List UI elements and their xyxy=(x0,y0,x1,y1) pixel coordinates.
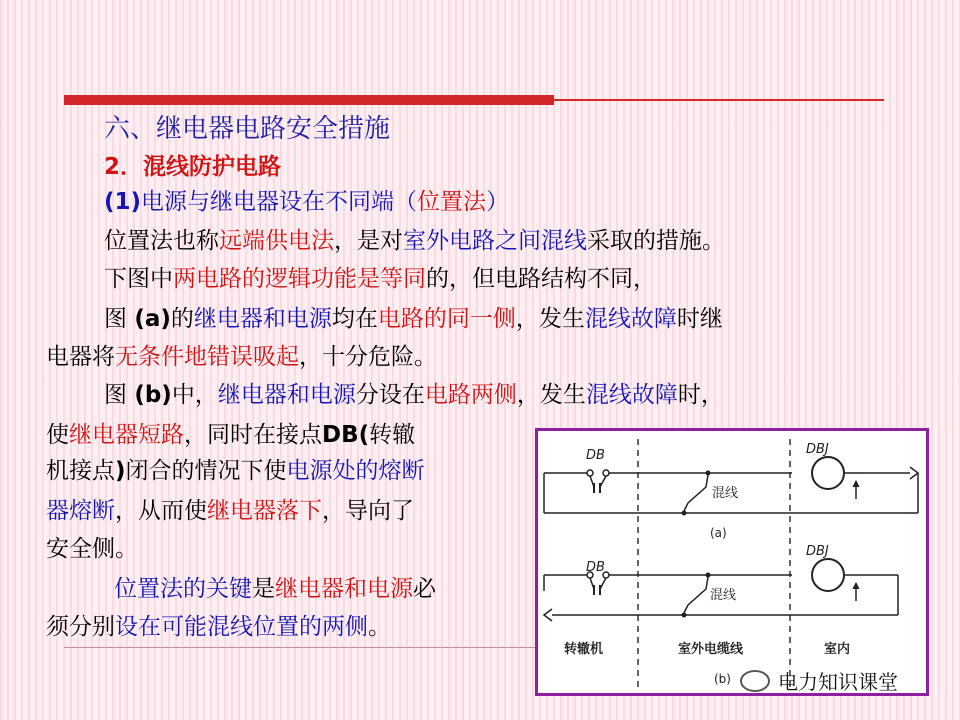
text-run: ，同时在接点 xyxy=(184,422,322,448)
heading-blue: 电源与继电器设在不同端（ xyxy=(141,189,418,215)
text-run: 图 xyxy=(104,306,135,332)
text-run: 继电器和电源 xyxy=(193,306,332,332)
terminal-a1 xyxy=(587,470,593,476)
text-run: 两电路的逻辑功能是等同 xyxy=(173,266,426,292)
text-run: 闭合的情况下使 xyxy=(125,458,287,484)
wechat-icon xyxy=(740,670,770,692)
mix-label-a: 混线 xyxy=(712,486,739,501)
junction-a-bottom xyxy=(682,511,687,516)
arrow-a-right xyxy=(910,467,918,479)
text-run: 远端供电法 xyxy=(219,228,334,254)
footer-divider xyxy=(64,647,536,648)
text-run: 均在 xyxy=(331,306,378,332)
text-run: 位置法也称 xyxy=(104,228,219,254)
text-run: 必 xyxy=(413,576,436,602)
text-run: ，是对 xyxy=(334,228,403,254)
text-run: 器熔断 xyxy=(46,498,115,524)
circuit-diagram-figure xyxy=(535,428,929,696)
relay-coil-a xyxy=(812,457,844,489)
text-run: 图 xyxy=(104,382,135,408)
slide-title: 六、继电器电路安全措施 xyxy=(104,114,391,144)
text-run: 位置法的关键 xyxy=(114,576,252,602)
db-label-b: DB xyxy=(586,560,605,575)
paragraph-line-4 xyxy=(46,340,437,374)
relay-arrow-head-b xyxy=(853,583,859,589)
text-run: 无条件地错误吸起 xyxy=(115,344,299,370)
junction-b-top xyxy=(706,573,711,578)
text-run: (a) xyxy=(134,306,171,332)
text-run: ) xyxy=(115,458,126,484)
heading-prefix: (1) xyxy=(104,189,142,215)
text-run: 时继 xyxy=(676,306,723,332)
text-run: ，十分危险。 xyxy=(299,344,437,370)
title-accent-bar xyxy=(64,95,554,105)
circuit-diagram xyxy=(538,431,926,693)
watermark-text: 电力知识课堂 xyxy=(778,670,898,694)
text-run: 混线故障 xyxy=(585,382,678,408)
text-run: (b) xyxy=(134,382,172,408)
figure-label-b: (b) xyxy=(714,672,731,686)
text-run: 使 xyxy=(46,422,69,448)
text-run: 混线故障 xyxy=(584,306,677,332)
paragraph-line-8 xyxy=(46,494,414,528)
column-label-indoor: 室内 xyxy=(824,642,851,657)
text-run: 继电器短路 xyxy=(69,422,184,448)
text-run: 继电器和电源 xyxy=(217,382,356,408)
text-run: 电路两侧 xyxy=(424,382,517,408)
title-accent-line xyxy=(554,99,884,101)
text-run: 。 xyxy=(368,614,391,640)
text-run: 安全侧。 xyxy=(46,536,138,562)
text-run: 电源处的熔断 xyxy=(286,458,425,484)
text-run: ，发生 xyxy=(516,382,586,408)
heading-suffix: ） xyxy=(486,189,510,215)
text-run: 继电器落下 xyxy=(207,498,322,524)
text-run: ，从而使 xyxy=(115,498,207,524)
text-run: 的 xyxy=(170,306,194,332)
junction-a-top xyxy=(706,471,711,476)
text-run: 转辙 xyxy=(369,422,416,448)
relay-arrow-head-a xyxy=(853,481,859,487)
text-run: 是 xyxy=(252,576,275,602)
text-run: 须分别 xyxy=(46,614,115,640)
watermark xyxy=(740,666,898,695)
junction-b-bottom xyxy=(682,613,687,618)
paragraph-line-11 xyxy=(46,610,391,644)
dbj-label-a: DBJ xyxy=(806,442,829,457)
paragraph-line-2 xyxy=(104,262,656,296)
column-label-cable: 室外电缆线 xyxy=(678,642,744,657)
text-run: 电器将 xyxy=(46,344,115,370)
paragraph-line-6 xyxy=(46,418,415,452)
text-run: 电路的同一侧 xyxy=(377,306,516,332)
db-label-a: DB xyxy=(586,448,605,463)
circuit-a xyxy=(544,442,918,540)
text-run: 中， xyxy=(171,382,218,408)
mix-line-b xyxy=(684,577,708,613)
relay-coil-b xyxy=(812,559,844,591)
mix-line-a xyxy=(684,475,708,511)
text-run: ，发生 xyxy=(515,306,585,332)
text-run: 设在可能混线位置的两侧 xyxy=(115,614,368,640)
heading-red: 位置法 xyxy=(417,189,487,215)
text-run: DB( xyxy=(322,422,370,448)
dbj-label-b: DBJ xyxy=(806,544,829,559)
text-run: ，导向了 xyxy=(322,498,414,524)
arrow-b-left xyxy=(544,609,552,621)
paragraph-line-1 xyxy=(104,224,725,258)
text-run: 下图中 xyxy=(104,266,173,292)
terminal-a2 xyxy=(603,470,609,476)
mix-label-b: 混线 xyxy=(710,588,737,603)
paragraph-line-9 xyxy=(46,532,138,566)
text-run: 采取的措施。 xyxy=(587,228,725,254)
text-run: 的，但电路结构不同， xyxy=(426,266,656,292)
circuit-b xyxy=(544,544,898,621)
text-run: 室外电路之间混线 xyxy=(403,228,587,254)
heading-line xyxy=(104,185,509,219)
paragraph-line-5 xyxy=(104,378,724,412)
paragraph-line-7 xyxy=(46,454,425,488)
text-run: 分设在 xyxy=(355,382,425,408)
figure-label-a: (a) xyxy=(710,526,727,540)
text-run: 继电器和电源 xyxy=(275,576,413,602)
column-label-switch: 转辙机 xyxy=(564,642,604,657)
text-run: 机接点 xyxy=(46,458,115,484)
section-subtitle: 2．混线防护电路 xyxy=(104,154,282,180)
paragraph-line-3 xyxy=(104,302,723,336)
terminal-b2 xyxy=(603,572,609,578)
text-run: 时， xyxy=(677,382,724,408)
paragraph-line-10 xyxy=(114,572,436,606)
